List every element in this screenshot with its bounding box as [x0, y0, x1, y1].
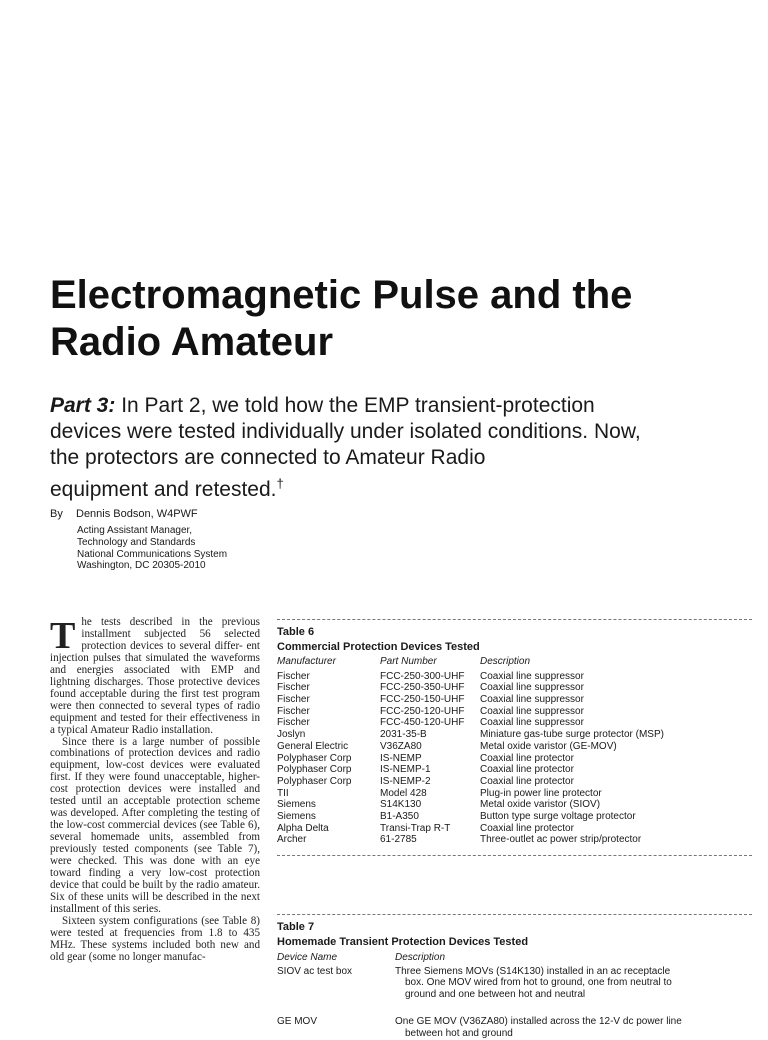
table-row: [277, 753, 752, 765]
byline-author: Dennis Bodson, W4PWF: [76, 508, 198, 520]
table-row: [277, 706, 752, 718]
table7-header-device-name: Device Name: [277, 952, 338, 963]
table6-cell: Miniature gas-tube surge protector (MSP): [480, 729, 664, 741]
table-row: [277, 823, 752, 835]
table7-caption: Homemade Transient Protection Devices Tested: [277, 936, 529, 948]
table7-desc-line: Three Siemens MOVs (S14K130) installed in an ac receptacle: [395, 965, 671, 977]
para1-line-2: installment subjected 56 selected: [81, 627, 260, 640]
table6-cell: Polyphaser Corp: [277, 764, 352, 776]
table-row: [277, 776, 752, 788]
table6-cell: Fischer: [277, 682, 310, 694]
table7-header-row: [277, 952, 752, 964]
table-row: [277, 717, 752, 729]
part-label: Part 3:: [50, 394, 116, 417]
table6-cell: Siemens: [277, 810, 316, 822]
table6-bottom-rule: [277, 855, 752, 856]
deck-line-2: devices were tested individually under isolated conditions. Now,: [50, 420, 641, 443]
table7-header-description: Description: [395, 952, 446, 963]
table6: [277, 656, 752, 846]
title-line-2: Radio Amateur: [50, 320, 334, 364]
body-paragraph-2: Since there is a large number of possible combinations of protection devices and radio equipment, low-cost devices were evaluated first. If they were found unacceptable, higher-cost protection devices were installed and tested until an acceptable protection scheme was developed. After completing the testing of the low-cost commercial devices (see Table 6), several homemade units, assembled from previously tested components (see Table 7), were checked. This was done with an eye toward finding a very low-cost protection device that could be built by the radio amateur. Six of these units will be described in the next installment of this series.: [50, 735, 260, 915]
table-row: [277, 694, 752, 706]
table7-desc-line: box. One MOV wired from hot to ground, one from neutral to: [405, 977, 672, 989]
table-row: [277, 764, 752, 776]
table6-top-rule: [277, 619, 752, 620]
table-row: [277, 811, 752, 823]
table6-header-manufacturer: Manufacturer: [277, 656, 336, 667]
table6-cell: Model 428: [380, 787, 427, 799]
table6-cell: 61-2785: [380, 834, 417, 846]
table6-cell: Fischer: [277, 670, 310, 682]
article-deck: [50, 393, 750, 503]
deck-text-4: equipment and retested.: [50, 478, 277, 501]
deck-line-1: [50, 393, 750, 419]
table6-label: Table 6: [277, 626, 315, 638]
table6-cell: Coaxial line protector: [480, 822, 574, 834]
title-line-1: Electromagnetic Pulse and the: [50, 273, 633, 317]
byline-by: By: [50, 508, 63, 520]
para1-line-1: he tests described in the previous: [81, 616, 260, 628]
body-column: [50, 617, 260, 964]
table7-desc-line: One GE MOV (V36ZA80) installed across the 12-V dc power line: [395, 1016, 682, 1028]
table-row: [277, 966, 752, 1001]
affiliation-line: Acting Assistant Manager,: [77, 525, 193, 536]
table-row: [277, 671, 752, 683]
table6-cell: Three-outlet ac power strip/protector: [480, 834, 642, 846]
table6-cell: Metal oxide varistor (GE-MOV): [480, 740, 617, 752]
table-row: [277, 799, 752, 811]
table6-cell: Siemens: [277, 799, 316, 811]
body-paragraph-1: [50, 617, 260, 737]
table-row: [277, 788, 752, 800]
table6-cell: IS-NEMP: [380, 752, 422, 764]
table6-header-description: Description: [480, 656, 531, 667]
table6-cell: IS-NEMP-2: [380, 775, 431, 787]
table6-cell: IS-NEMP-1: [380, 764, 431, 776]
table6-cell: B1-A350: [380, 810, 419, 822]
author-affiliation: [77, 525, 227, 572]
table6-cell: FCC-250-300-UHF: [380, 670, 465, 682]
table6-cell: 2031-35-B: [380, 729, 427, 741]
para1-rest: ent injection pulses that simulated the waveforms and energies associated with EMP and lightning discharges. Those protective devices found acceptable during the first test program were then connected to several types of radio equipment and tested for their effectiveness in a typical Amateur Radio installation.: [50, 639, 260, 736]
table6-cell: Fischer: [277, 694, 310, 706]
table6-cell: Coaxial line protector: [480, 764, 574, 776]
table7-desc-line: ground and one between hot and neutral: [405, 988, 586, 1000]
table7-desc-line: between hot and ground: [405, 1027, 513, 1039]
deck-line-4: [50, 471, 750, 503]
table-row: [277, 729, 752, 741]
table6-cell: Polyphaser Corp: [277, 752, 352, 764]
table6-cell: Archer: [277, 834, 307, 846]
table6-cell: Coaxial line suppressor: [480, 670, 584, 682]
table7-device-name: GE MOV: [277, 1016, 318, 1028]
table6-cell: Fischer: [277, 717, 310, 729]
table6-header-row: [277, 656, 752, 668]
table-row: [277, 682, 752, 694]
table6-cell: FCC-250-150-UHF: [380, 694, 465, 706]
table-row: [277, 1016, 752, 1039]
table6-cell: FCC-250-350-UHF: [380, 682, 465, 694]
para1-line-3: protection devices to several differ-: [81, 639, 243, 652]
table6-cell: Transi-Trap R-T: [380, 822, 451, 834]
table6-cell: Alpha Delta: [277, 822, 329, 834]
table6-cell: TII: [277, 787, 289, 799]
table6-caption: Commercial Protection Devices Tested: [277, 641, 480, 653]
table6-cell: Coaxial line suppressor: [480, 705, 584, 717]
article-title: [50, 272, 750, 366]
table-row: [277, 741, 752, 753]
table6-cell: Coaxial line protector: [480, 775, 574, 787]
table6-cell: S14K130: [380, 799, 422, 811]
table7-device-name: SIOV ac test box: [277, 965, 353, 977]
table6-cell: Fischer: [277, 705, 310, 717]
table6-cell: Coaxial line suppressor: [480, 682, 584, 694]
table6-cell: FCC-250-120-UHF: [380, 705, 465, 717]
affiliation-line: Technology and Standards: [77, 536, 196, 548]
table6-cell: Plug-in power line protector: [480, 787, 602, 799]
table6-cell: Metal oxide varistor (SIOV): [480, 799, 601, 811]
table-row: [277, 834, 752, 846]
body-paragraph-3: Sixteen system configurations (see Table 8) were tested at frequencies from 1.8 to 435 MHz. These systems included both new and old gear (some no longer manufac-: [50, 914, 260, 963]
dagger-mark: †: [276, 476, 284, 491]
table7-description: [395, 966, 752, 1001]
table7-description: [395, 1016, 752, 1039]
table6-cell: General Electric: [277, 740, 349, 752]
table7-label: Table 7: [277, 921, 315, 933]
table6-cell: Coaxial line suppressor: [480, 694, 584, 706]
drop-cap: T: [50, 615, 76, 657]
affiliation-line: National Communications System: [77, 548, 228, 560]
table6-cell: V36ZA80: [380, 740, 422, 752]
table7-top-rule: [277, 914, 752, 915]
table6-cell: Button type surge voltage protector: [480, 810, 636, 822]
affiliation-line: Washington, DC 20305-2010: [77, 560, 206, 572]
deck-text-1: In Part 2, we told how the EMP transient-protection: [121, 394, 595, 417]
table7: [277, 952, 752, 1040]
table6-cell: Joslyn: [277, 729, 306, 741]
deck-line-3: the protectors are connected to Amateur Radio: [50, 446, 486, 469]
byline: [50, 508, 198, 521]
table6-header-part-number: Part Number: [380, 656, 437, 667]
table6-cell: FCC-450-120-UHF: [380, 717, 465, 729]
table6-cell: Coaxial line protector: [480, 752, 574, 764]
table6-cell: Coaxial line suppressor: [480, 717, 584, 729]
table6-cell: Polyphaser Corp: [277, 775, 352, 787]
